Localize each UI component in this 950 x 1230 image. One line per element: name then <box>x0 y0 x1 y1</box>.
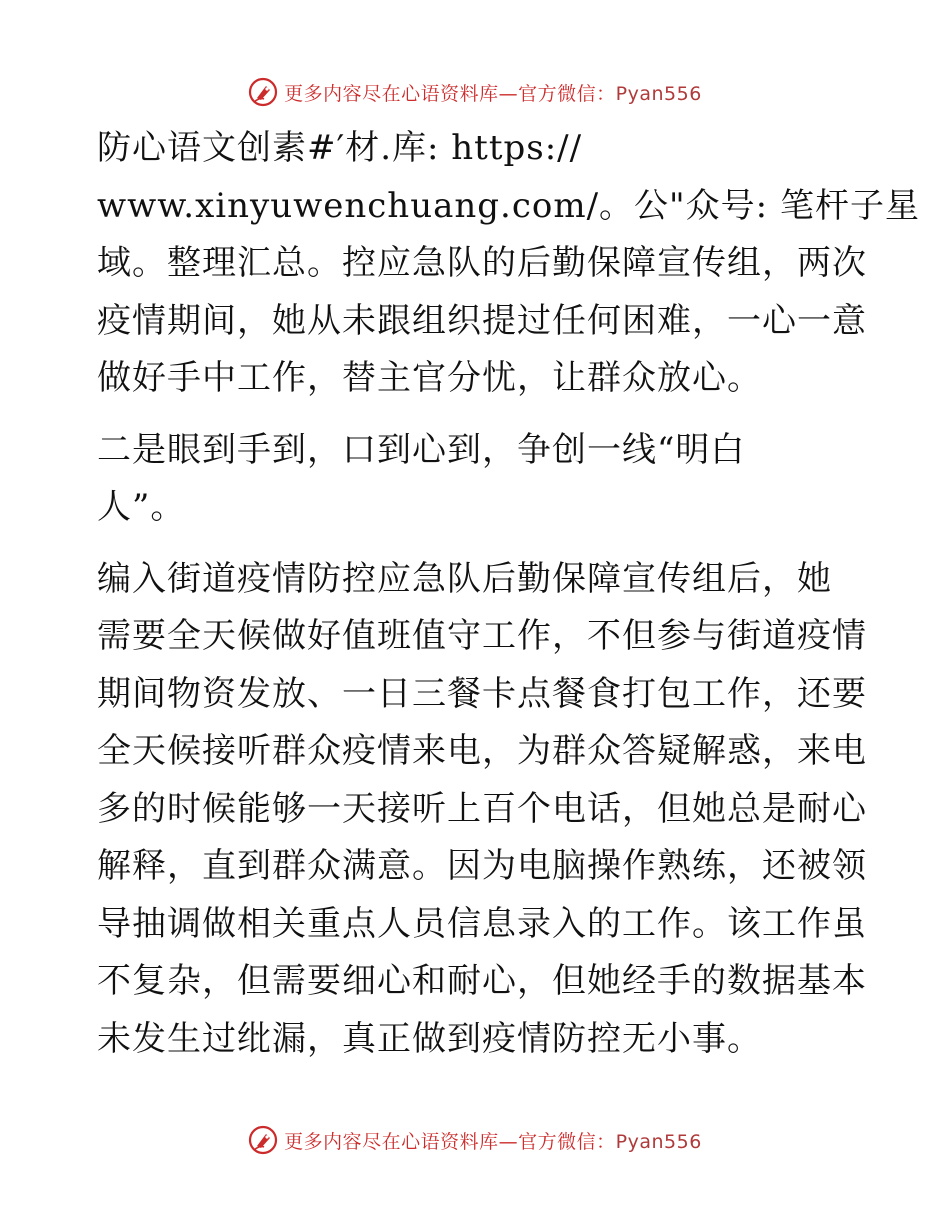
paragraph-line: 期间物资发放、一日三餐卡点餐食打包工作，还要 <box>97 673 867 714</box>
paragraph-line: 导抽调做相关重点人员信息录入的工作。该工作虽 <box>97 903 867 944</box>
paragraph-line: 疫情期间，她从未跟组织提过任何困难，一心一意 <box>97 300 867 341</box>
paragraph-line: 人”。 <box>97 487 186 527</box>
paragraph-line: 需要全天候做好值班值守工作，不但参与街道疫情 <box>97 616 867 656</box>
paragraph-line: 防心语文创素#′材.库: https:// <box>97 128 583 168</box>
document-body <box>97 120 920 1068</box>
pen-nib-logo-icon <box>248 77 278 107</box>
paragraph-2 <box>97 422 857 537</box>
footer-banner <box>0 1120 950 1160</box>
header-banner-main: 更多内容尽在心语资料库—官方微信： <box>284 82 616 105</box>
footer-banner-contact: Pyan556 <box>615 1130 702 1153</box>
paragraph-1 <box>97 120 920 408</box>
paragraph-line: 多的时候能够一天接听上百个电话，但她总是耐心 <box>97 788 867 829</box>
pen-nib-logo-icon <box>248 1125 278 1155</box>
paragraph-line: 域。整理汇总。控应急队的后勤保障宣传组，两次 <box>97 243 867 283</box>
header-banner-contact: Pyan556 <box>615 82 702 105</box>
paragraph-line: 未发生过纰漏，真正做到疫情防控无小事。 <box>97 1018 762 1059</box>
paragraph-line: 编入街道疫情防控应急队后勤保障宣传组后，她 <box>97 558 832 599</box>
header-banner-text <box>284 79 702 106</box>
paragraph-line: 做好手中工作，替主官分忧，让群众放心。 <box>97 358 762 398</box>
paragraph-line: 全天候接听群众疫情来电，为群众答疑解惑，来电 <box>97 731 867 771</box>
paragraph-line: 二是眼到手到，口到心到，争创一线“明白 <box>97 429 746 470</box>
footer-banner-main: 更多内容尽在心语资料库—官方微信： <box>284 1130 616 1153</box>
paragraph-3 <box>97 551 867 1069</box>
paragraph-line: 不复杂，但需要细心和耐心，但她经手的数据基本 <box>97 961 867 1001</box>
paragraph-line: www.xinyuwenchuang.com/。公"众号: 笔杆子星 <box>97 185 920 226</box>
paragraph-line: 解释，直到群众满意。因为电脑操作熟练，还被领 <box>97 846 867 886</box>
header-banner <box>0 72 950 112</box>
footer-banner-text <box>284 1127 702 1154</box>
